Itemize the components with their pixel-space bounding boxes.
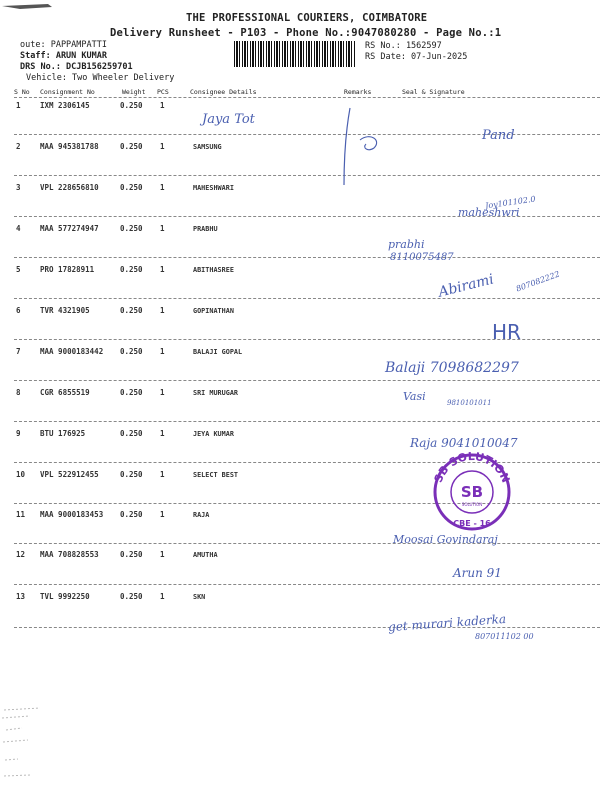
- row-consignee: GOPINATHAN: [193, 307, 234, 315]
- col-consignee: Consignee Details: [190, 88, 257, 96]
- row-divider: [14, 627, 600, 628]
- col-pcs: PCS: [157, 88, 169, 96]
- row-pcs: 1: [160, 510, 165, 519]
- row-sno: 6: [16, 306, 21, 315]
- row-consignee: AMUTHA: [193, 551, 218, 559]
- row-consignment: MAA 9000183442: [40, 347, 104, 356]
- row-weight: 0.250: [120, 142, 143, 151]
- row-divider: [14, 584, 600, 585]
- row-divider: [14, 175, 600, 176]
- signature-row6: HR: [492, 320, 521, 344]
- rs-date: RS Date: 07-Jun-2025: [365, 52, 468, 62]
- row-consignee: MAHESHWARI: [193, 184, 234, 192]
- row-weight: 0.250: [120, 550, 143, 559]
- signature-row5: Abirami: [436, 271, 496, 301]
- row-weight: 0.250: [120, 101, 143, 110]
- signature-row9: Raja 9041010047: [410, 436, 518, 450]
- staff-label: Staff: ARUN KUMAR: [20, 51, 107, 61]
- signature-row1: Jaya Tot: [202, 112, 255, 127]
- row-consignment: MAA 9000183453: [40, 510, 104, 519]
- row-pcs: 1: [160, 101, 165, 110]
- stamp-top-text: SB SOLUTION: [431, 452, 513, 485]
- row-weight: 0.250: [120, 183, 143, 192]
- row-consignee: RAJA: [193, 511, 210, 519]
- row-consignment: BTU 176925: [40, 429, 86, 438]
- row-consignee: SKN: [193, 593, 206, 601]
- stamp-inner-text: SOLUTION: [461, 502, 483, 507]
- col-consignment: Consignment No: [40, 88, 95, 96]
- row-sno: 1: [16, 101, 21, 110]
- remarks-scribble: [330, 100, 390, 190]
- runsheet-title: Delivery Runsheet - P103 - Phone No.:9047080280 - Page No.:1: [110, 27, 502, 39]
- row-sno: 8: [16, 388, 21, 397]
- vehicle-label: Vehicle: Two Wheeler Delivery: [26, 73, 175, 83]
- row-pcs: 1: [160, 429, 165, 438]
- signature-row8-number: 9810101011: [447, 399, 492, 407]
- signature-row4-number: 8110075487: [390, 252, 454, 263]
- signature-row3-number: Joy101102.0: [484, 194, 537, 211]
- row-weight: 0.250: [120, 265, 143, 274]
- row-consignment: PRO 17828911: [40, 265, 95, 274]
- row-sno: 2: [16, 142, 21, 151]
- row-pcs: 1: [160, 142, 165, 151]
- row-consignment: VPL 228656810: [40, 183, 99, 192]
- row-weight: 0.250: [120, 347, 143, 356]
- row-weight: 0.250: [120, 470, 143, 479]
- company-title: THE PROFESSIONAL COURIERS, COIMBATORE: [186, 12, 428, 24]
- row-consignment: MAA 708828553: [40, 550, 99, 559]
- row-pcs: 1: [160, 592, 165, 601]
- signature-row4: prabhi: [388, 238, 425, 251]
- col-weight: Weight: [122, 88, 146, 96]
- signature-row7: Balaji 7098682297: [385, 360, 519, 376]
- row-consignee: BALAJI GOPAL: [193, 348, 243, 356]
- col-seal: Seal & Signature: [402, 88, 465, 96]
- row-weight: 0.250: [120, 388, 143, 397]
- row-divider: [14, 380, 600, 381]
- row-consignment: MAA 577274947: [40, 224, 99, 233]
- row-weight: 0.250: [120, 306, 143, 315]
- drs-number: DRS No.: DCJB156259701: [20, 62, 133, 72]
- route-label: oute: PAPPAMPATTI: [20, 40, 107, 50]
- row-consignee: PRABHU: [193, 225, 218, 233]
- row-sno: 7: [16, 347, 21, 356]
- header-divider: [14, 97, 600, 98]
- signature-row5-number: 807082222: [514, 269, 561, 294]
- signature-row12: Moosai Govindaraj: [393, 533, 498, 546]
- row-pcs: 1: [160, 470, 165, 479]
- row-pcs: 1: [160, 306, 165, 315]
- scan-mark-top: [0, 0, 60, 12]
- row-sno: 12: [16, 550, 26, 559]
- row-divider: [14, 257, 600, 258]
- row-consignee: JEYA KUMAR: [193, 430, 234, 438]
- svg-text:SB SOLUTION: [432, 452, 513, 485]
- row-pcs: 1: [160, 388, 165, 397]
- row-pcs: 1: [160, 224, 165, 233]
- stamp-center-text: SB: [460, 483, 484, 501]
- row-weight: 0.250: [120, 224, 143, 233]
- signature-row8: Vasi: [403, 390, 426, 403]
- rs-number: RS No.: 1562597: [365, 41, 442, 51]
- row-consignment: CGR 6855519: [40, 388, 90, 397]
- signature-row3: maheshwri: [458, 206, 520, 219]
- company-stamp: [427, 452, 517, 532]
- signature-row2: Pand: [482, 128, 515, 143]
- row-sno: 3: [16, 183, 21, 192]
- row-sno: 9: [16, 429, 21, 438]
- signature-row13: get murari kaderka: [387, 611, 507, 635]
- col-remarks: Remarks: [344, 88, 372, 96]
- row-consignment: IXM 2306145: [40, 101, 90, 110]
- signature-row13-number: 807011102 00: [475, 632, 534, 641]
- row-consignee: SRI MURUGAR: [193, 389, 239, 397]
- row-consignee: ABITHASREE: [193, 266, 234, 274]
- row-sno: 10: [16, 470, 26, 479]
- row-pcs: 1: [160, 265, 165, 274]
- row-sno: 5: [16, 265, 21, 274]
- row-divider: [14, 421, 600, 422]
- col-sno: S No: [14, 88, 30, 96]
- row-weight: 0.250: [120, 429, 143, 438]
- row-sno: 11: [16, 510, 26, 519]
- scan-mark-left: [0, 680, 50, 800]
- row-consignee: SAMSUNG: [193, 143, 222, 151]
- row-consignment: VPL 522912455: [40, 470, 99, 479]
- row-divider: [14, 298, 600, 299]
- row-consignment: TVL 9992250: [40, 592, 90, 601]
- row-weight: 0.250: [120, 592, 143, 601]
- row-pcs: 1: [160, 550, 165, 559]
- row-weight: 0.250: [120, 510, 143, 519]
- row-divider: [14, 543, 600, 544]
- signature-row12-extra: Arun 91: [453, 566, 502, 580]
- stamp-bottom-text: CBE - 16: [453, 519, 491, 528]
- row-consignment: MAA 945381788: [40, 142, 99, 151]
- row-pcs: 1: [160, 347, 165, 356]
- barcode: [234, 41, 356, 67]
- row-consignment: TVR 4321905: [40, 306, 90, 315]
- row-consignee: SELECT BEST: [193, 471, 239, 479]
- row-sno: 13: [16, 592, 26, 601]
- row-sno: 4: [16, 224, 21, 233]
- row-pcs: 1: [160, 183, 165, 192]
